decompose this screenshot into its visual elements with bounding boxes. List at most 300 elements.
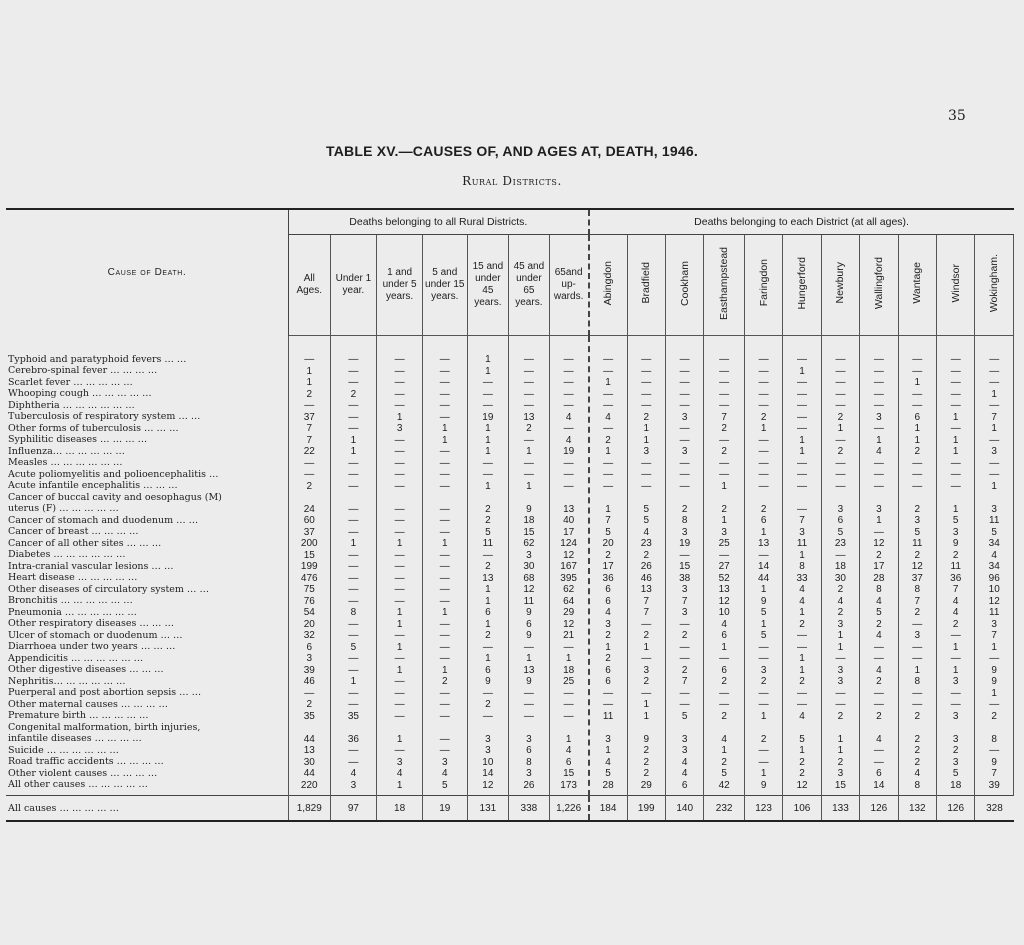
data-cell [976,722,1012,734]
data-cell: 1 [441,607,448,618]
data-cell: — [482,400,493,411]
district-name: Faringdon [757,259,770,307]
data-cell: 36 [602,572,614,584]
data-cell: — [563,388,574,400]
data-cell: — [758,549,769,561]
district-name: Wokingham. [988,253,1001,313]
data-cell: 20 [303,618,315,630]
data-cell: 6 [605,676,611,687]
data-cell: 2 [681,630,688,641]
data-column [744,336,782,796]
data-cell: — [439,469,450,480]
data-cell: 11 [989,515,1000,526]
data-cell: — [912,354,923,365]
data-cell: — [873,745,884,756]
data-cell: 2 [914,503,921,515]
data-cell: 18 [523,515,535,526]
data-cell: 5 [952,515,959,526]
data-cell: 4 [876,630,882,641]
data-cell: — [797,377,808,388]
data-cell: — [873,756,884,768]
data-cell: — [679,618,690,630]
data-cell: 35 [303,710,315,722]
data-cell: — [304,400,315,411]
data-cell: 1 [952,411,959,423]
data-cell: 11 [912,538,923,549]
data-cell: 13 [640,584,652,595]
data-cell: — [797,411,808,423]
data-cell: — [679,653,690,664]
data-cell: 7 [991,768,997,779]
data-cell [290,722,329,734]
data-cell: — [348,423,359,434]
data-cell: — [563,641,574,653]
cause-label: Ulcer of stomach or duodenum … … [8,629,183,641]
data-cell: — [989,469,1000,480]
data-cell: 4 [876,595,882,607]
data-cell: — [482,710,493,722]
data-cell: 15 [679,561,691,572]
data-cell: — [641,388,652,400]
district-header [783,235,821,336]
data-cell: 1 [991,641,997,653]
data-cell: 3 [396,423,403,434]
district-header [665,235,703,336]
data-cell: — [348,411,359,423]
data-cell: — [523,400,534,411]
data-cell: — [523,365,534,377]
data-cell: — [439,365,450,377]
data-cell: 32 [303,630,315,641]
page-number: 35 [948,108,966,124]
data-cell: 4 [605,411,611,423]
data-cell: — [563,699,574,710]
data-cell: 1 [991,388,997,400]
data-cell: 2 [721,756,727,768]
data-cell: 13 [303,745,315,756]
cause-label: Suicide … … … … … … [8,744,119,756]
data-cell: — [679,434,690,446]
data-cell: 7 [306,434,313,446]
data-cell: — [719,400,730,411]
data-cell: — [950,354,961,365]
data-cell: 199 [300,561,318,572]
data-cell [378,722,421,734]
data-cell: — [439,745,450,756]
data-cell: 2 [643,630,650,641]
data-cell: 17 [602,561,614,572]
data-cell: 4 [350,768,357,779]
age-header: 15 and under 45 years. [467,235,509,336]
cause-label: Puerperal and post abortion sepsis … … [8,687,202,698]
data-cell: 3 [526,549,532,561]
data-cell: 60 [303,515,315,526]
data-cell: — [304,687,315,699]
data-cell: — [523,457,534,469]
cause-list [6,336,288,796]
data-cell: 5 [799,733,805,745]
data-cell: — [439,377,450,388]
data-cell: — [835,377,846,388]
data-cell: 64 [563,595,575,607]
data-cell: 1 [396,779,403,791]
total-cell: 18 [377,796,423,822]
data-cell: 9 [526,607,532,618]
data-cell: — [641,618,652,630]
total-cell: 106 [783,796,821,822]
data-cell: — [835,434,846,446]
data-cell: — [950,457,961,469]
data-cell: 3 [485,733,491,745]
data-cell: — [348,365,359,377]
data-cell: — [835,699,846,710]
data-cell: — [439,561,450,572]
data-cell: — [719,469,730,480]
data-cell: — [439,572,450,584]
cause-label: Cancer of breast … … … … [8,526,139,537]
data-cell: — [950,653,961,664]
data-cell: — [873,388,884,400]
data-cell: 9 [526,503,532,515]
data-cell: 4 [605,756,611,768]
data-cell: 2 [681,503,688,515]
data-cell: 10 [718,607,730,618]
data-cell: 3 [914,630,921,641]
data-cell: 1 [485,618,491,630]
data-cell: 3 [681,526,688,538]
data-cell: 2 [485,630,491,641]
data-cell: 11 [796,538,808,549]
data-cell: 17 [873,561,885,572]
data-cell: 7 [721,411,727,423]
data-cell: 7 [799,515,805,526]
data-cell: — [394,710,405,722]
data-cell: 2 [799,618,805,630]
district-name: Cookham [678,260,691,306]
data-cell: — [679,388,690,400]
data-cell: 5 [991,526,997,538]
total-cell: 199 [627,796,665,822]
data-cell: — [912,365,923,377]
data-cell: 1 [721,480,727,492]
each-district-group-header: Deaths belonging to each District (at all ages). [589,209,1014,235]
data-cell: — [348,457,359,469]
data-cell: 1 [837,423,844,434]
data-cell: — [394,400,405,411]
cause-label: Tuberculosis of respiratory system … … [8,411,201,422]
data-cell: 6 [526,745,532,756]
data-cell: 4 [396,768,403,779]
data-cell: — [758,756,769,768]
data-cell: — [348,699,359,710]
data-cell: 54 [303,607,315,618]
data-cell: — [797,457,808,469]
data-cell: — [835,480,846,492]
data-cell: 8 [799,561,805,572]
data-cell: 12 [523,584,535,595]
data-cell: — [394,526,405,538]
data-cell: — [679,699,690,710]
data-cell: 2 [485,515,491,526]
data-cell: 2 [721,710,727,722]
data-cell: 4 [876,664,882,676]
data-cell [705,492,743,504]
data-cell: 2 [760,676,767,687]
data-cell: — [641,469,652,480]
data-cell: — [603,365,614,377]
data-cell: 37 [303,526,315,538]
cause-label: Whooping cough … … … … … [8,388,152,399]
data-cell: 124 [560,538,577,549]
data-cell: 5 [837,526,844,538]
data-cell: 8 [350,607,357,618]
data-cell: 19 [482,411,494,423]
data-cell [900,492,935,504]
data-cell: 1 [991,480,997,492]
data-cell: 7 [643,595,650,607]
data-cell: 6 [721,630,727,641]
district-name: Newbury [834,262,847,304]
data-cell: — [950,365,961,377]
data-cell: 37 [303,411,315,423]
data-cell: 1 [605,446,611,457]
district-name: Abingdon [602,260,615,306]
cause-label: Intra-cranial vascular lesions … … [8,560,174,572]
data-cell: 1 [760,526,767,538]
data-cell: — [873,354,884,365]
data-cell: 5 [876,607,882,618]
data-cell: 6 [760,515,767,526]
data-cell: 7 [914,595,921,607]
data-cell: — [523,434,534,446]
data-cell: 9 [760,779,767,791]
data-cell: — [835,388,846,400]
data-cell: 3 [760,664,767,676]
data-cell: — [394,480,405,492]
data-cell: — [348,595,359,607]
data-cell: — [912,469,923,480]
data-cell: — [641,354,652,365]
data-cell: 1 [799,664,805,676]
data-cell: — [950,699,961,710]
data-cell: — [758,388,769,400]
data-cell: — [641,365,652,377]
data-cell: 5 [605,768,611,779]
data-cell: 4 [721,618,727,630]
data-cell: — [348,561,359,572]
data-cell: — [641,400,652,411]
data-cell: 2 [721,423,727,434]
data-cell: 395 [560,572,577,584]
data-cell: — [348,653,359,664]
data-cell: 44 [303,768,315,779]
data-cell: 2 [876,618,882,630]
data-cell: — [873,687,884,699]
data-cell: 30 [303,756,315,768]
data-cell: 3 [952,733,959,745]
data-cell: 18 [563,664,575,676]
data-cell: 20 [602,538,614,549]
data-cell: — [950,469,961,480]
data-cell: — [563,400,574,411]
data-cell: — [394,388,405,400]
data-cell: 34 [988,538,1000,549]
data-cell: — [641,687,652,699]
data-cell: 4 [799,584,805,595]
data-cell: — [950,388,961,400]
district-header [744,235,782,336]
data-cell: 6 [914,411,921,423]
data-cell: 3 [396,756,403,768]
data-cell: 1 [350,446,357,457]
data-cell: 2 [760,733,767,745]
data-cell: 8 [681,515,688,526]
data-cell: 3 [721,526,727,538]
data-cell: — [797,641,808,653]
data-cell: 36 [347,733,359,745]
data-cell: 173 [560,779,577,791]
data-cell: — [603,469,614,480]
data-cell: 1 [643,699,650,710]
data-cell: 44 [303,733,315,745]
data-cell: 1 [643,423,650,434]
data-cell: — [719,687,730,699]
total-cell: 184 [589,796,627,822]
data-cell: 2 [914,607,921,618]
data-cell: 2 [876,549,882,561]
data-cell [784,492,819,504]
data-column [330,336,377,796]
data-cell: 6 [605,584,611,595]
data-cell: — [679,365,690,377]
data-cell: 96 [988,572,1000,584]
data-cell: — [603,354,614,365]
data-cell: 1 [526,446,532,457]
data-cell: — [835,687,846,699]
cause-label: Cancer of all other sites … … … [8,537,162,549]
data-cell: — [950,630,961,641]
data-cell: 4 [721,733,727,745]
data-cell: 7 [952,584,959,595]
data-cell: 4 [565,434,572,446]
data-cell: 3 [837,768,844,779]
data-cell: 2 [837,710,844,722]
data-cell: 13 [718,584,730,595]
data-cell: — [873,400,884,411]
data-cell: 68 [523,572,535,584]
data-cell: — [348,515,359,526]
cause-label: Bronchitis … … … … … … [8,595,133,606]
data-cell: — [873,480,884,492]
data-cell: — [797,503,808,515]
data-cell: 29 [563,607,575,618]
data-cell: 23 [834,538,846,549]
district-header [821,235,859,336]
district-header [704,235,745,336]
data-cell: 2 [605,434,611,446]
data-cell: — [758,354,769,365]
data-cell: — [394,503,405,515]
data-cell: 1 [799,549,805,561]
data-cell: — [873,457,884,469]
data-cell: — [482,457,493,469]
data-cell: — [439,641,450,653]
data-cell: — [797,469,808,480]
data-cell: — [950,687,961,699]
total-cell: 126 [860,796,898,822]
data-cell: 6 [721,664,727,676]
data-cell: — [989,377,1000,388]
data-column [898,336,936,796]
data-cell: 5 [760,607,767,618]
data-cell: 3 [837,503,844,515]
data-cell: 25 [718,538,730,549]
data-cell: 6 [526,618,532,630]
data-cell: 14 [873,779,885,791]
data-cell: — [679,457,690,469]
cause-label: Other maternal causes … … … … [8,698,168,710]
data-cell: 2 [306,480,313,492]
data-cell: 37 [911,572,923,584]
data-cell: — [912,653,923,664]
data-cell: 3 [991,446,997,457]
data-column [422,336,467,796]
data-cell: — [873,653,884,664]
data-cell: — [348,480,359,492]
data-cell: 2 [721,676,727,687]
data-cell: 1 [952,446,959,457]
data-cell: 3 [837,618,844,630]
data-cell: — [394,354,405,365]
cause-label: infantile diseases … … … … [8,733,142,744]
data-cell: 4 [876,733,882,745]
data-cell: 1 [837,733,844,745]
data-cell: 2 [876,710,882,722]
data-cell: 8 [914,676,921,687]
data-cell: 3 [681,411,688,423]
data-cell: 39 [988,779,1000,791]
district-name: Wantage [911,262,924,304]
data-cell: — [439,710,450,722]
data-cell: 19 [679,538,691,549]
data-cell: — [439,699,450,710]
data-cell: 1 [396,618,403,630]
data-cell: 1 [914,664,921,676]
data-cell: — [394,676,405,687]
data-cell: — [523,354,534,365]
data-cell: 4 [643,526,650,538]
data-cell: 2 [605,630,611,641]
data-cell: 5 [681,710,688,722]
data-cell: 4 [952,607,959,618]
data-cell: 1 [350,434,357,446]
data-cell: 33 [796,572,808,584]
data-cell: 9 [952,538,959,549]
district-name: Wallingford [872,256,885,310]
data-cell: 2 [991,710,997,722]
data-cell [510,492,548,504]
data-cell: — [394,515,405,526]
data-column [377,336,423,796]
data-cell: — [439,457,450,469]
data-cell: — [523,699,534,710]
data-cell: — [719,699,730,710]
data-cell: — [482,469,493,480]
data-cell: — [719,434,730,446]
data-cell [746,492,781,504]
data-cell: — [950,377,961,388]
data-cell: 2 [485,699,491,710]
